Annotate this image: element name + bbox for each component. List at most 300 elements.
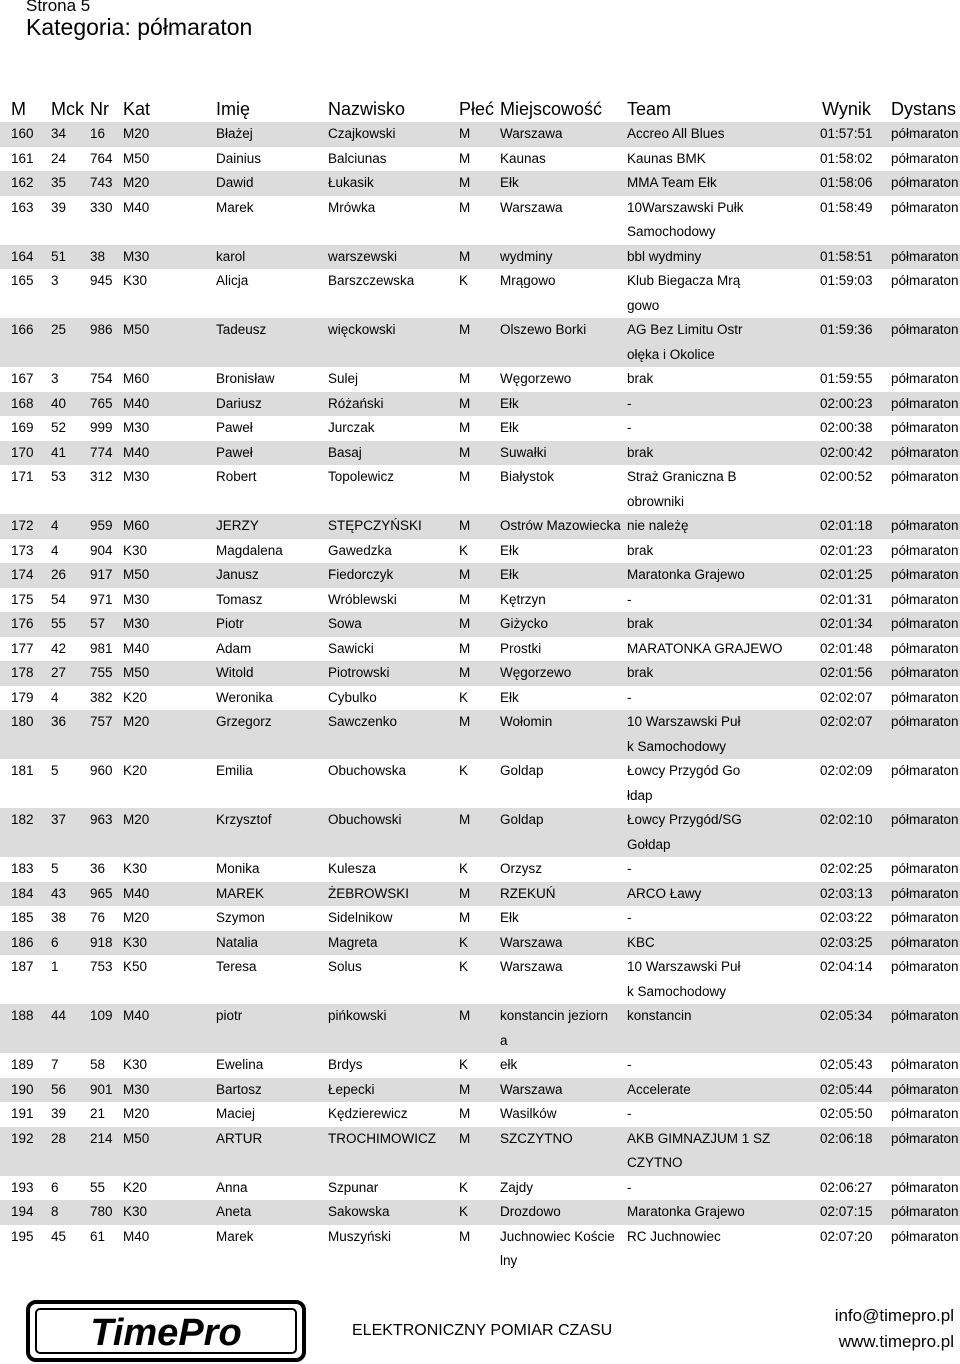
- cell-last-name: Łukasik: [328, 175, 374, 190]
- cell-first-name: Monika: [216, 861, 260, 876]
- table-row: [0, 539, 960, 564]
- cell-place: 186: [11, 934, 34, 950]
- table-row: [0, 392, 960, 417]
- cell-first-name: Maciej: [216, 1106, 256, 1121]
- cell-city: [500, 514, 625, 539]
- cell-place: 184: [11, 885, 34, 901]
- cell-sex: M: [459, 640, 471, 656]
- cell-team: [627, 269, 819, 318]
- cell-category-place: 43: [51, 885, 67, 901]
- cell-category-place: 53: [51, 469, 67, 484]
- team-line: brak: [627, 665, 654, 680]
- cell-city: [500, 1225, 625, 1274]
- table-row: [0, 196, 960, 245]
- cell-first-name: Dainius: [216, 150, 262, 166]
- cell-city: [500, 955, 625, 980]
- cell-place: 174: [11, 567, 34, 582]
- cell-last-name: Solus: [328, 959, 362, 974]
- city-line: Wołomin: [500, 714, 553, 729]
- cell-team: [627, 710, 819, 759]
- cell-team: [627, 1004, 819, 1029]
- cell-distance: półmaraton: [891, 861, 959, 876]
- cell-category: M60: [123, 518, 150, 533]
- cell-last-name: Cybulko: [328, 689, 377, 705]
- cell-result-time: 01:59:36: [820, 322, 873, 337]
- cell-last-name: Obuchowska: [328, 763, 407, 778]
- cell-sex: M: [459, 567, 471, 582]
- table-row: [0, 759, 960, 808]
- cell-last-name: Fiedorczyk: [328, 567, 394, 582]
- cell-sex: M: [459, 1106, 471, 1121]
- cell-result-time: 02:06:18: [820, 1130, 873, 1146]
- cell-category-place: 4: [51, 518, 59, 533]
- cell-distance: półmaraton: [891, 934, 959, 950]
- table-row: [0, 1225, 960, 1274]
- cell-bib-number: 743: [90, 175, 113, 190]
- cell-bib-number: 754: [90, 371, 113, 386]
- cell-distance: półmaraton: [891, 591, 959, 607]
- cell-category-place: 3: [51, 371, 59, 386]
- cell-city: [500, 1200, 625, 1225]
- cell-sex: M: [459, 591, 471, 607]
- column-header-team: Team: [627, 99, 672, 119]
- team-line: -: [627, 1106, 632, 1121]
- city-line: Białystok: [500, 469, 555, 484]
- cell-first-name: Błażej: [216, 126, 253, 141]
- cell-last-name: Sulej: [328, 371, 359, 386]
- cell-last-name: Kulesza: [328, 861, 377, 876]
- city-line: wydminy: [500, 248, 553, 264]
- cell-bib-number: 764: [90, 150, 113, 166]
- cell-last-name: Mrówka: [328, 199, 376, 215]
- cell-distance: półmaraton: [891, 273, 959, 288]
- cell-category-place: 3: [51, 273, 59, 288]
- cell-place: 189: [11, 1057, 34, 1072]
- cell-team: [627, 955, 819, 1004]
- cell-team: [627, 882, 819, 907]
- table-row: [0, 1176, 960, 1201]
- city-line: Węgorzewo: [500, 371, 572, 386]
- cell-distance: półmaraton: [891, 885, 959, 901]
- team-line: ołęka i Okolice: [627, 346, 715, 362]
- cell-last-name: więckowski: [328, 322, 396, 337]
- cell-category-place: 40: [51, 395, 67, 411]
- cell-sex: M: [459, 444, 471, 460]
- city-line: RZEKUŃ: [500, 885, 556, 901]
- table-row: [0, 710, 960, 759]
- cell-first-name: JERZY: [216, 518, 259, 533]
- cell-bib-number: 312: [90, 469, 113, 484]
- cell-first-name: Bartosz: [216, 1081, 262, 1097]
- cell-category: K30: [123, 934, 148, 950]
- footer-website-link[interactable]: www.timepro.pl: [838, 1332, 954, 1351]
- team-line: ARCO Ławy: [627, 885, 702, 901]
- cell-team: [627, 1225, 819, 1250]
- cell-bib-number: 963: [90, 812, 113, 827]
- cell-category: M60: [123, 371, 150, 386]
- table-row: [0, 808, 960, 857]
- city-line: Goldap: [500, 812, 544, 827]
- city-line: Drozdowo: [500, 1204, 561, 1219]
- cell-bib-number: 36: [90, 861, 106, 876]
- team-line: 10 Warszawski Puł: [627, 959, 741, 974]
- cell-result-time: 02:01:34: [820, 616, 873, 631]
- team-line: MARATONKA GRAJEWO: [627, 640, 783, 656]
- team-line: MMA Team Ełk: [627, 175, 717, 190]
- city-line: Warszawa: [500, 934, 563, 950]
- cell-result-time: 02:05:34: [820, 1008, 873, 1023]
- cell-category-place: 6: [51, 934, 59, 950]
- cell-first-name: Tadeusz: [216, 322, 267, 337]
- cell-sex: M: [459, 395, 471, 411]
- cell-last-name: Czajkowski: [328, 126, 396, 141]
- cell-category-place: 39: [51, 199, 67, 215]
- cell-sex: M: [459, 371, 471, 386]
- team-line: k Samochodowy: [627, 738, 727, 754]
- column-header-nr: Nr: [90, 99, 109, 119]
- cell-result-time: 01:57:51: [820, 126, 873, 141]
- team-line: AG Bez Limitu Ostr: [627, 322, 743, 337]
- cell-place: 179: [11, 689, 34, 705]
- cell-distance: półmaraton: [891, 1106, 959, 1121]
- table-row: [0, 686, 960, 711]
- cell-city: [500, 245, 625, 270]
- column-header-dystans: Dystans: [891, 99, 957, 119]
- cell-first-name: Anna: [216, 1179, 248, 1195]
- city-line: lny: [500, 1253, 518, 1268]
- cell-place: 175: [11, 591, 34, 607]
- city-line: Warszawa: [500, 199, 563, 215]
- table-row: [0, 637, 960, 662]
- cell-result-time: 02:00:52: [820, 469, 873, 484]
- cell-first-name: Paweł: [216, 444, 253, 460]
- cell-sex: M: [459, 248, 471, 264]
- city-line: Juchnowiec Koście: [500, 1228, 615, 1244]
- cell-category-place: 7: [51, 1057, 59, 1072]
- cell-first-name: Aneta: [216, 1204, 252, 1219]
- team-line: RC Juchnowiec: [627, 1228, 721, 1244]
- cell-result-time: 02:05:44: [820, 1081, 873, 1097]
- cell-place: 192: [11, 1130, 34, 1146]
- cell-city: [500, 1053, 625, 1078]
- cell-category-place: 39: [51, 1106, 67, 1121]
- cell-first-name: Teresa: [216, 959, 257, 974]
- team-line: Łowcy Przygód/SG: [627, 812, 742, 827]
- cell-first-name: Bronisław: [216, 371, 275, 386]
- cell-distance: półmaraton: [891, 1204, 959, 1219]
- cell-bib-number: 38: [90, 248, 106, 264]
- cell-first-name: Szymon: [216, 910, 265, 925]
- team-line: AKB GIMNAZJUM 1 SZ: [627, 1130, 771, 1146]
- cell-place: 183: [11, 861, 34, 876]
- table-row: [0, 441, 960, 466]
- cell-category: M20: [123, 714, 150, 729]
- cell-city: [500, 196, 625, 221]
- cell-last-name: Różański: [328, 395, 384, 411]
- table-row: [0, 269, 960, 318]
- cell-sex: K: [459, 1179, 469, 1195]
- cell-last-name: Magreta: [328, 934, 378, 950]
- cell-result-time: 01:58:51: [820, 248, 873, 264]
- cell-category: M30: [123, 469, 150, 484]
- cell-result-time: 02:06:27: [820, 1179, 873, 1195]
- city-line: Ełk: [500, 910, 519, 925]
- cell-sex: M: [459, 665, 471, 680]
- cell-first-name: Weronika: [216, 689, 273, 705]
- cell-bib-number: 76: [90, 910, 106, 925]
- cell-distance: półmaraton: [891, 469, 959, 484]
- cell-last-name: Łepecki: [328, 1081, 375, 1097]
- cell-team: [627, 857, 819, 882]
- cell-sex: M: [459, 1130, 471, 1146]
- city-line: konstancin jeziorn: [500, 1008, 609, 1023]
- team-line: brak: [627, 444, 654, 460]
- cell-team: [627, 759, 819, 808]
- city-line: a: [500, 1032, 508, 1048]
- cell-place: 168: [11, 395, 34, 411]
- cell-team: [627, 196, 819, 245]
- cell-category: M40: [123, 199, 150, 215]
- table-row: [0, 367, 960, 392]
- cell-first-name: ARTUR: [216, 1130, 263, 1146]
- cell-first-name: Grzegorz: [216, 714, 272, 729]
- cell-first-name: Janusz: [216, 567, 259, 582]
- cell-category-place: 41: [51, 444, 67, 460]
- cell-bib-number: 901: [90, 1081, 113, 1097]
- cell-category: M50: [123, 1130, 150, 1146]
- cell-category: K20: [123, 689, 148, 705]
- cell-distance: półmaraton: [891, 420, 959, 435]
- cell-category: M40: [123, 395, 150, 411]
- cell-last-name: Obuchowski: [328, 812, 402, 827]
- cell-last-name: Gawedzka: [328, 542, 392, 558]
- cell-last-name: Topolewicz: [328, 469, 395, 484]
- cell-sex: M: [459, 322, 471, 337]
- city-line: Kętrzyn: [500, 591, 546, 607]
- team-line: KBC: [627, 934, 655, 950]
- cell-distance: półmaraton: [891, 395, 959, 411]
- table-row: [0, 416, 960, 441]
- cell-distance: półmaraton: [891, 175, 959, 190]
- cell-sex: M: [459, 150, 471, 166]
- cell-team: [627, 1127, 819, 1176]
- cell-place: 167: [11, 371, 34, 386]
- cell-sex: M: [459, 420, 471, 435]
- table-row: [0, 882, 960, 907]
- cell-place: 182: [11, 812, 34, 827]
- cell-result-time: 02:02:07: [820, 714, 873, 729]
- cell-category: K50: [123, 959, 148, 974]
- cell-bib-number: 16: [90, 126, 106, 141]
- city-line: ełk: [500, 1057, 518, 1072]
- cell-category-place: 52: [51, 420, 67, 435]
- cell-distance: półmaraton: [891, 689, 959, 705]
- cell-result-time: 02:07:15: [820, 1204, 873, 1219]
- cell-sex: M: [459, 616, 471, 631]
- table-row: [0, 1053, 960, 1078]
- cell-bib-number: 753: [90, 959, 113, 974]
- cell-first-name: Tomasz: [216, 591, 263, 607]
- cell-bib-number: 757: [90, 714, 113, 729]
- column-header-m: M: [11, 99, 26, 119]
- city-line: Orzysz: [500, 861, 542, 876]
- cell-city: [500, 392, 625, 417]
- table-row: [0, 1078, 960, 1103]
- cell-category-place: 56: [51, 1081, 67, 1097]
- cell-place: 193: [11, 1179, 34, 1195]
- cell-category: M50: [123, 567, 150, 582]
- city-line: Węgorzewo: [500, 665, 572, 680]
- cell-last-name: Sidelnikow: [328, 910, 393, 925]
- table-row: [0, 906, 960, 931]
- cell-distance: półmaraton: [891, 444, 959, 460]
- cell-last-name: Sakowska: [328, 1204, 390, 1219]
- cell-city: [500, 1078, 625, 1103]
- cell-city: [500, 637, 625, 662]
- cell-first-name: Dawid: [216, 175, 254, 190]
- cell-result-time: 02:02:10: [820, 812, 873, 827]
- cell-distance: półmaraton: [891, 126, 959, 141]
- table-row: [0, 171, 960, 196]
- team-line: 10Warszawski Pułk: [627, 199, 744, 215]
- cell-category: M50: [123, 665, 150, 680]
- cell-result-time: 02:02:09: [820, 763, 873, 778]
- cell-team: [627, 686, 819, 711]
- cell-place: 166: [11, 322, 34, 337]
- team-line: Łowcy Przygód Go: [627, 763, 741, 778]
- cell-distance: półmaraton: [891, 1179, 959, 1195]
- footer-email-link[interactable]: info@timepro.pl: [834, 1306, 954, 1325]
- team-line: konstancin: [627, 1008, 692, 1023]
- cell-team: [627, 245, 819, 270]
- cell-place: 195: [11, 1228, 34, 1244]
- cell-city: [500, 171, 625, 196]
- cell-result-time: 02:00:23: [820, 395, 873, 411]
- cell-place: 176: [11, 616, 34, 631]
- cell-sex: M: [459, 1008, 471, 1023]
- cell-sex: M: [459, 714, 471, 729]
- city-line: SZCZYTNO: [500, 1130, 573, 1146]
- cell-city: [500, 122, 625, 147]
- cell-distance: półmaraton: [891, 518, 959, 533]
- team-line: Straż Graniczna B: [627, 469, 737, 484]
- cell-bib-number: 986: [90, 322, 113, 337]
- cell-bib-number: 904: [90, 542, 113, 558]
- cell-result-time: 02:03:25: [820, 934, 873, 950]
- cell-result-time: 01:58:06: [820, 175, 873, 190]
- cell-category: K30: [123, 861, 148, 876]
- cell-place: 180: [11, 714, 34, 729]
- cell-sex: K: [459, 763, 469, 778]
- cell-result-time: 02:00:42: [820, 444, 873, 460]
- cell-result-time: 01:58:49: [820, 199, 873, 215]
- cell-city: [500, 686, 625, 711]
- cell-category: M50: [123, 322, 150, 337]
- cell-place: 181: [11, 763, 34, 778]
- table-row: [0, 1127, 960, 1176]
- table-row: [0, 563, 960, 588]
- table-row: [0, 1102, 960, 1127]
- cell-sex: K: [459, 273, 469, 288]
- cell-category-place: 5: [51, 763, 59, 778]
- cell-city: [500, 1127, 625, 1152]
- cell-sex: M: [459, 175, 471, 190]
- team-line: Gołdap: [627, 836, 671, 852]
- cell-place: 194: [11, 1204, 34, 1219]
- column-header-wynik: Wynik: [822, 99, 871, 119]
- cell-result-time: 02:01:25: [820, 567, 873, 582]
- cell-first-name: Alicja: [216, 273, 249, 288]
- cell-bib-number: 57: [90, 616, 106, 631]
- table-row: [0, 1004, 960, 1053]
- cell-city: [500, 465, 625, 490]
- table-header: [0, 96, 960, 122]
- cell-team: [627, 367, 819, 392]
- cell-result-time: 02:01:48: [820, 640, 873, 656]
- cell-category-place: 37: [51, 812, 67, 827]
- cell-team: [627, 1102, 819, 1127]
- cell-last-name: Brdys: [328, 1057, 363, 1072]
- table-row: [0, 857, 960, 882]
- cell-first-name: Paweł: [216, 420, 253, 435]
- cell-last-name: Piotrowski: [328, 665, 390, 680]
- cell-result-time: 01:58:02: [820, 150, 873, 166]
- cell-category: M30: [123, 420, 150, 435]
- page-label: Strona 5: [26, 0, 91, 15]
- team-line: -: [627, 910, 632, 925]
- cell-category: M20: [123, 910, 150, 925]
- city-line: Warszawa: [500, 959, 563, 974]
- cell-team: [627, 147, 819, 172]
- cell-last-name: Wróblewski: [328, 591, 397, 607]
- cell-category: K30: [123, 1204, 148, 1219]
- cell-last-name: Balciunas: [328, 150, 387, 166]
- cell-first-name: MAREK: [216, 885, 265, 901]
- cell-category-place: 42: [51, 640, 67, 656]
- team-line: -: [627, 1057, 632, 1072]
- cell-team: [627, 612, 819, 637]
- team-line: Maratonka Grajewo: [627, 1204, 745, 1219]
- cell-category-place: 5: [51, 861, 59, 876]
- cell-last-name: STĘPCZYŃSKI: [328, 518, 422, 533]
- city-line: Warszawa: [500, 1081, 563, 1097]
- cell-last-name: Szpunar: [328, 1179, 379, 1195]
- cell-category-place: 35: [51, 175, 67, 190]
- cell-result-time: 02:03:22: [820, 910, 873, 925]
- city-line: Ełk: [500, 542, 519, 558]
- cell-result-time: 01:59:55: [820, 371, 873, 386]
- cell-category-place: 55: [51, 616, 67, 631]
- cell-city: [500, 441, 625, 466]
- cell-distance: półmaraton: [891, 1008, 959, 1023]
- team-line: CZYTNO: [627, 1155, 683, 1170]
- cell-city: [500, 882, 625, 907]
- cell-first-name: Witold: [216, 665, 254, 680]
- cell-sex: M: [459, 1228, 471, 1244]
- city-line: Goldap: [500, 763, 544, 778]
- cell-category-place: 54: [51, 591, 67, 607]
- cell-category: K20: [123, 763, 148, 778]
- cell-distance: półmaraton: [891, 616, 959, 631]
- cell-city: [500, 1102, 625, 1127]
- cell-result-time: 02:05:50: [820, 1106, 873, 1121]
- cell-result-time: 02:02:25: [820, 861, 873, 876]
- cell-result-time: 01:59:03: [820, 273, 873, 288]
- cell-category-place: 26: [51, 567, 67, 582]
- logo-text: TimePro: [90, 1312, 242, 1354]
- city-line: Ełk: [500, 689, 519, 705]
- cell-distance: półmaraton: [891, 567, 959, 582]
